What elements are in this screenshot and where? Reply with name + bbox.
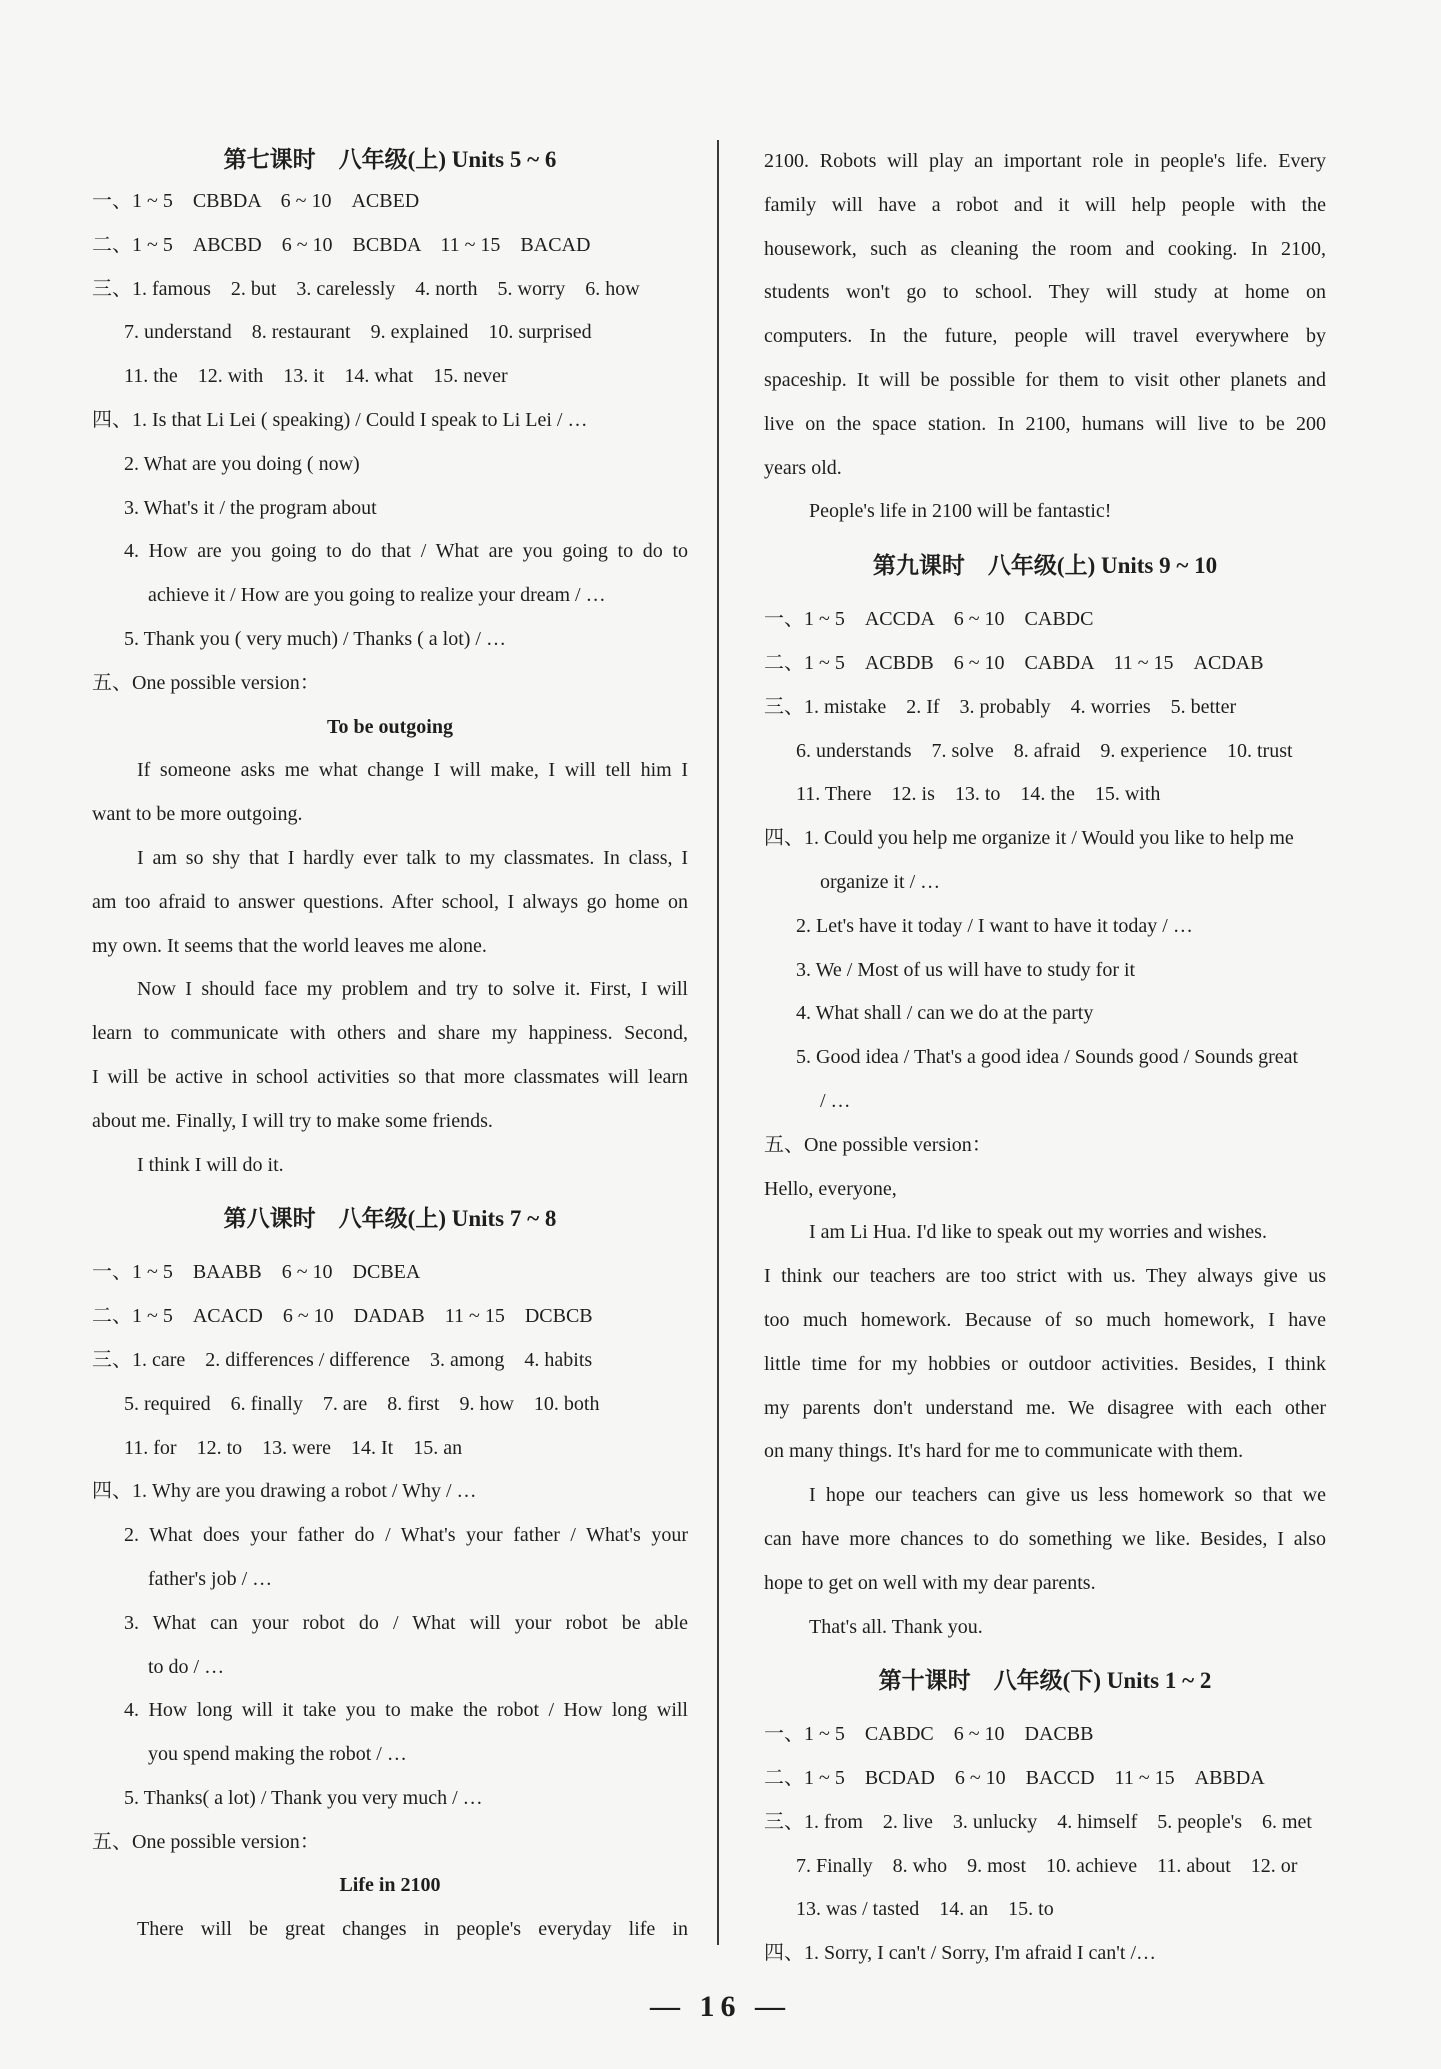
section-heading: 第七课时 八年级(上) Units 5 ~ 6 bbox=[223, 147, 557, 172]
text-line: am too afraid to answer questions. After school, I always go home on bbox=[92, 890, 688, 913]
answer-line: 4. How are you going to do that / What are you going to do to bbox=[124, 540, 688, 563]
paragraph-start-line: I hope our teachers can give us less homework so that we bbox=[809, 1484, 1326, 1507]
answer-line: 四、1. Is that Li Lei ( speaking) / Could I speak to Li Lei / … bbox=[92, 408, 588, 431]
essay-title: Life in 2100 bbox=[339, 1874, 441, 1897]
paragraph-start-line: I am Li Hua. I'd like to speak out my worries and wishes. bbox=[809, 1221, 1267, 1244]
section-heading: 第九课时 八年级(上) Units 9 ~ 10 bbox=[872, 553, 1218, 579]
text-line: computers. In the future, people will travel everywhere by bbox=[764, 325, 1326, 348]
section-heading: 第八课时 八年级(上) Units 7 ~ 8 bbox=[223, 1206, 557, 1232]
text-line: live on the space station. In 2100, humans will live to be 200 bbox=[764, 412, 1326, 435]
text-line: my parents don't understand me. We disagree with each other bbox=[764, 1396, 1326, 1419]
answer-line: 五、One possible version： bbox=[764, 1133, 992, 1156]
answer-line: 二、1 ~ 5 BCDAD 6 ~ 10 BACCD 11 ~ 15 ABBDA bbox=[764, 1767, 1265, 1790]
answer-continuation-line: you spend making the robot / … bbox=[148, 1743, 407, 1766]
text-line: little time for my hobbies or outdoor activities. Besides, I think bbox=[764, 1352, 1326, 1375]
answer-line: on many things. It's hard for me to communicate with them. bbox=[764, 1440, 1244, 1463]
answer-line: 13. was / tasted 14. an 15. to bbox=[796, 1898, 1054, 1921]
text-line: family will have a robot and it will help people with the bbox=[764, 193, 1326, 216]
answer-line: 3. We / Most of us will have to study for it bbox=[796, 958, 1136, 981]
right-column bbox=[764, 140, 1326, 1976]
answer-line: 2. Let's have it today / I want to have it today / … bbox=[796, 914, 1193, 937]
answer-line: 5. required 6. finally 7. are 8. first 9. how 10. both bbox=[124, 1392, 600, 1415]
answer-line: 5. Good idea / That's a good idea / Sounds good / Sounds great bbox=[796, 1046, 1299, 1069]
answer-line: 二、1 ~ 5 ABCBD 6 ~ 10 BCBDA 11 ~ 15 BACAD bbox=[92, 233, 591, 256]
answer-line: 五、One possible version： bbox=[92, 1830, 320, 1853]
text-line: too much homework. Because of so much homework, I have bbox=[764, 1308, 1326, 1331]
answer-line: 3. What's it / the program about bbox=[124, 496, 377, 519]
paragraph-start-line: I think I will do it. bbox=[137, 1153, 284, 1176]
text-line: I think our teachers are too strict with us. They always give us bbox=[764, 1265, 1326, 1288]
paragraph-start-line: If someone asks me what change I will make, I will tell him I bbox=[137, 759, 688, 782]
answer-line: 四、1. Why are you drawing a robot / Why / … bbox=[92, 1480, 477, 1503]
answer-line: 一、1 ~ 5 ACCDA 6 ~ 10 CABDC bbox=[764, 608, 1094, 631]
section-heading: 第十课时 八年级(下) Units 1 ~ 2 bbox=[878, 1668, 1212, 1694]
answer-line: 三、1. from 2. live 3. unlucky 4. himself 5. people's 6. met bbox=[764, 1810, 1312, 1833]
answer-line: years old. bbox=[764, 456, 842, 479]
answer-line: 3. What can your robot do / What will your robot be able bbox=[124, 1611, 688, 1634]
answer-line: 四、1. Sorry, I can't / Sorry, I'm afraid I can't /… bbox=[764, 1942, 1157, 1965]
answer-line: 一、1 ~ 5 CBBDA 6 ~ 10 ACBED bbox=[92, 190, 420, 212]
answer-line: 三、1. famous 2. but 3. carelessly 4. north 5. worry 6. how bbox=[92, 277, 640, 300]
paragraph-start-line: People's life in 2100 will be fantastic! bbox=[809, 500, 1112, 523]
paragraph-start-line: There will be great changes in people's everyday life in bbox=[137, 1918, 688, 1941]
text-line: can have more chances to do something we like. Besides, I also bbox=[764, 1527, 1326, 1550]
answer-line: want to be more outgoing. bbox=[92, 803, 303, 826]
column-divider bbox=[717, 140, 719, 1945]
answer-continuation-line: father's job / … bbox=[148, 1567, 273, 1590]
text-line: spaceship. It will be possible for them to visit other planets and bbox=[764, 368, 1326, 391]
answer-continuation-line: / … bbox=[820, 1089, 851, 1112]
answer-line: 7. understand 8. restaurant 9. explained 10. surprised bbox=[124, 321, 592, 344]
answer-line: 一、1 ~ 5 BAABB 6 ~ 10 DCBEA bbox=[92, 1261, 421, 1284]
answer-continuation-line: achieve it / How are you going to realize your dream / … bbox=[148, 584, 606, 607]
answer-continuation-line: to do / … bbox=[148, 1655, 225, 1678]
essay-title: To be outgoing bbox=[327, 715, 453, 738]
answer-line: 6. understands 7. solve 8. afraid 9. experience 10. trust bbox=[796, 739, 1293, 762]
answer-line: hope to get on well with my dear parents. bbox=[764, 1571, 1096, 1594]
answer-continuation-line: organize it / … bbox=[820, 870, 941, 893]
paragraph-start-line: I am so shy that I hardly ever talk to my classmates. In class, I bbox=[137, 846, 688, 869]
paragraph-start-line: Now I should face my problem and try to solve it. First, I will bbox=[137, 978, 688, 1001]
page-number: — 16 — bbox=[650, 1990, 791, 2023]
answer-line: 5. Thanks( a lot) / Thank you very much / … bbox=[124, 1786, 483, 1809]
answer-line: 5. Thank you ( very much) / Thanks ( a lot) / … bbox=[124, 627, 506, 650]
text-line: students won't go to school. They will study at home on bbox=[764, 281, 1326, 304]
answer-line: my own. It seems that the world leaves me alone. bbox=[92, 934, 487, 957]
answer-line: Hello, everyone, bbox=[764, 1177, 897, 1200]
answer-line: 二、1 ~ 5 ACACD 6 ~ 10 DADAB 11 ~ 15 DCBCB bbox=[92, 1305, 593, 1328]
answer-line: 11. the 12. with 13. it 14. what 15. never bbox=[124, 365, 508, 388]
answer-line: 五、One possible version： bbox=[92, 671, 320, 694]
answer-line: 2. What does your father do / What's your father / What's your bbox=[124, 1524, 688, 1547]
answer-line: 二、1 ~ 5 ACBDB 6 ~ 10 CABDA 11 ~ 15 ACDAB bbox=[764, 651, 1264, 674]
answer-line: 三、1. care 2. differences / difference 3. among 4. habits bbox=[92, 1348, 593, 1371]
text-line: 2100. Robots will play an important role in people's life. Every bbox=[764, 150, 1326, 172]
answer-line: 4. How long will it take you to make the robot / How long will bbox=[124, 1699, 688, 1722]
answer-line: 2. What are you doing ( now) bbox=[124, 452, 360, 475]
answer-line: about me. Finally, I will try to make some friends. bbox=[92, 1109, 493, 1132]
answer-line: 三、1. mistake 2. If 3. probably 4. worries 5. better bbox=[764, 695, 1237, 718]
answer-line: 一、1 ~ 5 CABDC 6 ~ 10 DACBB bbox=[764, 1723, 1094, 1746]
text-line: I will be active in school activities so that more classmates will learn bbox=[92, 1065, 688, 1088]
answer-line: 11. for 12. to 13. were 14. It 15. an bbox=[124, 1436, 463, 1459]
text-line: learn to communicate with others and share my happiness. Second, bbox=[92, 1022, 688, 1045]
paragraph-start-line: That's all. Thank you. bbox=[809, 1615, 983, 1638]
answer-line: 四、1. Could you help me organize it / Would you like to help me bbox=[764, 827, 1294, 850]
left-column bbox=[92, 140, 688, 1952]
answer-line: 7. Finally 8. who 9. most 10. achieve 11. about 12. or bbox=[796, 1854, 1298, 1877]
answer-line: 4. What shall / can we do at the party bbox=[796, 1002, 1094, 1025]
text-line: housework, such as cleaning the room and cooking. In 2100, bbox=[764, 237, 1326, 260]
answer-line: 11. There 12. is 13. to 14. the 15. with bbox=[796, 783, 1161, 806]
